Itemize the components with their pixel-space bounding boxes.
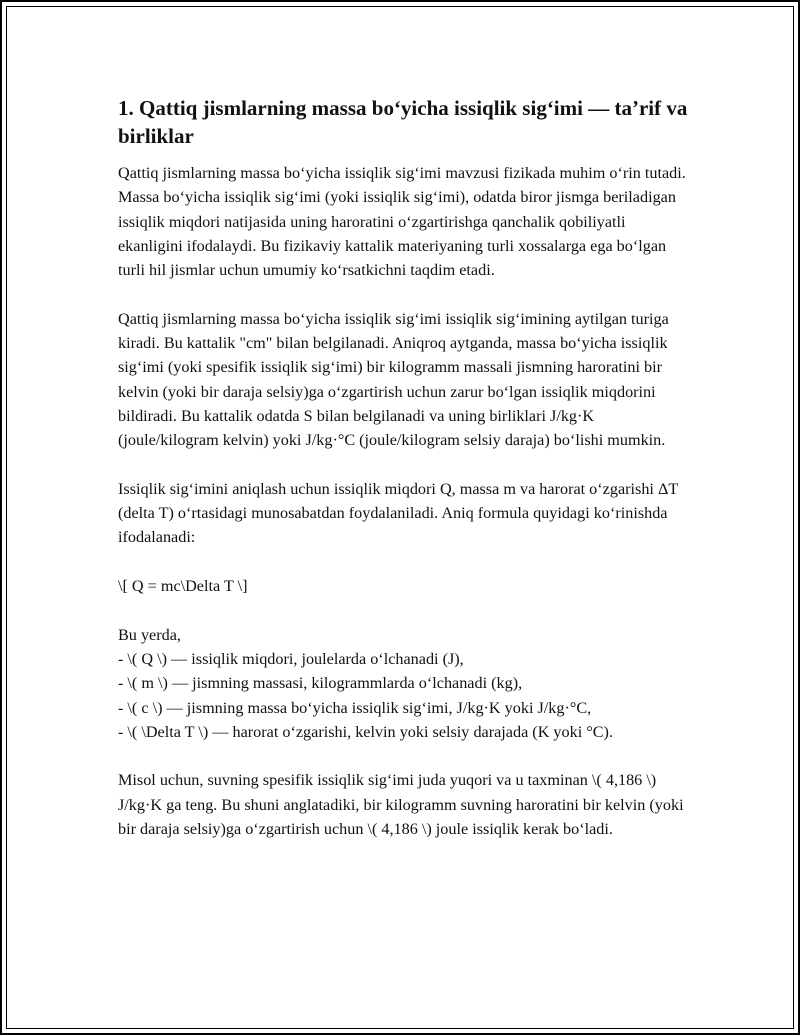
paragraph-definition: Qattiq jismlarning massa bo‘yicha issiqlik sig‘imi issiqlik sig‘imining aytilgan turiga kiradi. Bu kattalik "cm" bilan belgilanadi. Aniqroq aytganda, massa bo‘yicha issiqlik sig‘imi (yoki spesifik issiqlik sig‘imi) bir kilogramm massali jismning haroratini bir kelvin (yoki bir daraja selsiy)ga o‘zgartirish uchun zarur bo‘lgan issiqlik miqdorini bildiradi. Bu kattalik odatda S bilan belgilanadi va uning birliklari J/kg·K (joule/kilogram kelvin) yoki J/kg·°C (joule/kilogram selsiy daraja) bo‘lishi mumkin. xyxy=(118,309,669,450)
paragraph-gap xyxy=(118,744,690,768)
where-item-q: - \( Q \) — issiqlik miqdori, joulelarda o‘lchanadi (J), xyxy=(118,649,464,668)
where-item-m: - \( m \) — jismning massasi, kilogrammlarda o‘lchanadi (kg), xyxy=(118,674,523,693)
where-item-delta-t: - \( \Delta T \) — harorat o‘zgarishi, kelvin yoki selsiy darajada (K yoki °C). xyxy=(118,722,613,741)
paragraph-formula-intro: Issiqlik sig‘imini aniqlash uchun issiqlik miqdori Q, massa m va harorat o‘zgarishi ΔT (delta T) o‘rtasidagi munosabatdan foydalaniladi. Aniq formula quyidagi ko‘rinishda ifodalanadi: xyxy=(118,479,678,547)
paragraph-gap xyxy=(118,282,690,306)
paragraph-gap xyxy=(118,550,690,574)
formula: \[ Q = mc\Delta T \] xyxy=(118,577,248,596)
where-item-c: - \( c \) — jismning massa bo‘yicha issiqlik sig‘imi, J/kg·K yoki J/kg·°C, xyxy=(118,698,592,717)
section-heading: 1. Qattiq jismlarning massa bo‘yicha issiqlik sig‘imi — ta’rif va birliklar xyxy=(118,96,688,148)
document-body xyxy=(118,94,690,841)
paragraph-gap xyxy=(118,453,690,477)
paragraph-example: Misol uchun, suvning spesifik issiqlik sig‘imi juda yuqori va u taxminan \( 4,186 \) J/kg·K ga teng. Bu shuni anglatadiki, bir kilogramm suvning haroratini bir kelvin (yoki bir daraja selsiy)ga o‘zgartirish uchun \( 4,186 \) joule issiqlik kerak bo‘ladi. xyxy=(118,771,684,839)
where-label: Bu yerda, xyxy=(118,625,181,644)
paragraph-gap xyxy=(118,598,690,622)
where-list xyxy=(118,623,690,744)
paragraph-intro: Qattiq jismlarning massa bo‘yicha issiqlik sig‘imi mavzusi fizikada muhim o‘rin tutadi. Massa bo‘yicha issiqlik sig‘imi (yoki issiqlik sig‘imi), odatda biror jismga beriladigan issiqlik miqdori natijasida uning haroratini o‘zgartirishga qanchalik qobiliyatli ekanligini ifodalaydi. Bu fizikaviy kattalik materiyaning turli xossalarga ega bo‘lgan turli hil jismlar uchun umumiy ko‘rsatkichni taqdim etadi. xyxy=(118,164,686,280)
